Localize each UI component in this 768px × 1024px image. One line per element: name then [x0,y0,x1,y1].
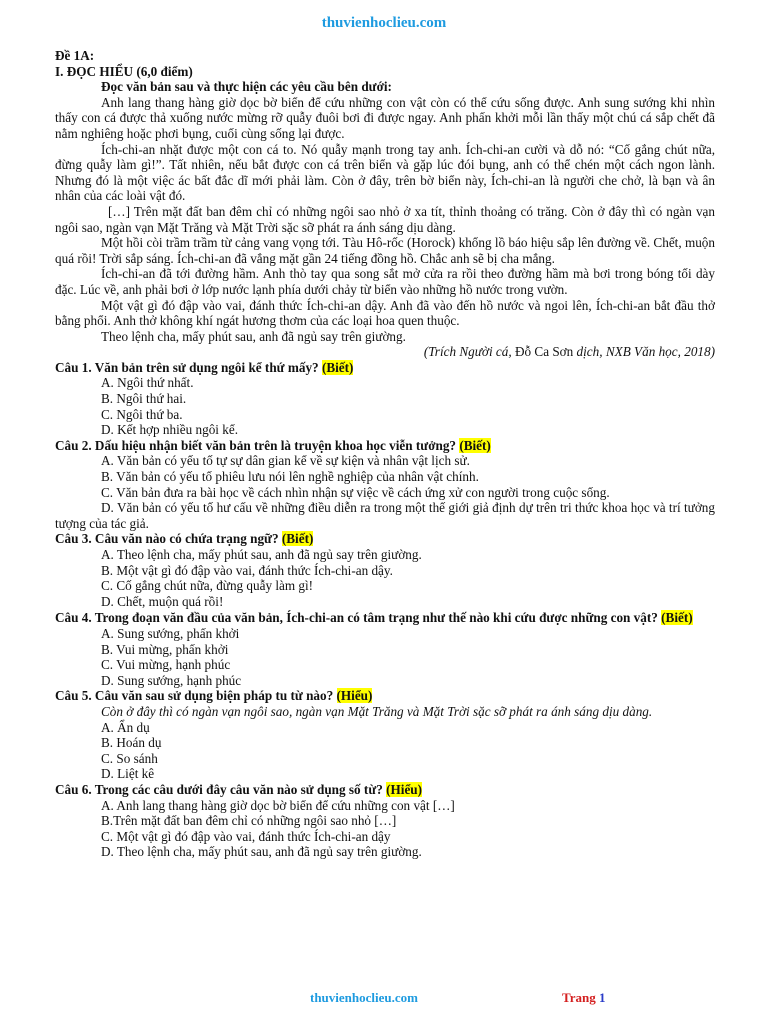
level-badge: (Hiểu) [386,781,423,797]
level-badge: (Biết) [459,437,491,453]
passage-paragraph: Theo lệnh cha, mấy phút sau, anh đã ngủ say trên giường. [101,328,406,344]
answer-option[interactable]: C. Ngôi thứ ba. [101,406,183,422]
footer-site: thuvienhoclieu.com [310,990,418,1005]
answer-option[interactable]: C. Văn bản đưa ra bài học về cách nhìn nhận sự việc về cách ứng xử con người trong cuộc sống. [101,484,610,500]
passage-paragraph: Một hồi còi trầm trầm từ cảng vang vọng tới. Tàu Hô-rốc (Horock) khổng lồ báo hiệu sắp lên đường về. Chết, muộn quá rồi! Trời sắp sáng. Ích-chi-an đã vắng mặt gần 24 tiếng đồng hồ. Chắc anh sẽ bị cha mắng. [55,235,715,266]
instruction: Đọc văn bản sau và thực hiện các yêu cầu bên dưới: [101,79,392,95]
question-6: Câu 6. Trong các câu dưới đây câu văn nào sử dụng số từ? (Hiểu) [55,781,423,797]
level-badge: (Biết) [321,359,354,375]
answer-option[interactable]: B. Hoán dụ [101,735,162,751]
passage-paragraph: Anh lang thang hàng giờ dọc bờ biển để cứu những con vật còn có thể cứu sống được. Anh sung sướng khi nhìn thấy con cá được thả xuống nước mừng rỡ quẫy đuôi bơi đi được ngay. Anh phấn khởi mỗi lần thấy một chú cá sắp chết đã nằm nghiêng hoặc phơi bụng, cuối cùng sống lại được. [55,94,715,141]
answer-option[interactable]: A. Ngôi thứ nhất. [101,375,194,391]
section-title: I. ĐỌC HIỂU (6,0 điểm) [55,63,193,79]
answer-option[interactable]: A. Anh lang thang hàng giờ dọc bờ biển để cứu những con vật […] [101,797,455,813]
site-header: thuvienhoclieu.com [321,15,447,31]
answer-option[interactable]: B. Ngôi thứ hai. [101,391,187,407]
question-1: Câu 1. Văn bản trên sử dụng ngôi kể thứ mấy? (Biết) [55,359,354,375]
document-body [55,48,715,860]
question-quote: Còn ở đây thì có ngàn vạn ngôi sao, ngàn vạn Mặt Trăng và Mặt Trời sặc sỡ phát ra ánh sáng dịu dàng. [101,703,653,719]
page-number: Trang 1 [562,990,606,1005]
answer-option[interactable]: B.Trên mặt đất ban đêm chỉ có những ngôi sao nhỏ […] [101,813,397,829]
answer-option[interactable]: D. Liệt kê [101,766,155,782]
answer-option[interactable]: B. Văn bản có yếu tố phiêu lưu nói lên nghề nghiệp của nhân vật chính. [101,469,479,485]
answer-option[interactable]: D. Văn bản có yếu tố hư cấu về những điều diễn ra trong một thế giới giả định dự trên tri thức khoa học và trí tưởng tượng của tác giả. [55,500,715,531]
answer-option[interactable]: C. Một vật gì đó đập vào vai, đánh thức Ích-chi-an dậy [101,828,391,844]
question-3: Câu 3. Câu văn nào có chứa trạng ngữ? (Biết) [55,531,314,547]
answer-option[interactable]: C. Vui mừng, hạnh phúc [101,657,231,673]
answer-option[interactable]: D. Chết, muộn quá rồi! [101,593,224,609]
answer-option[interactable]: D. Sung sướng, hạnh phúc [101,672,242,688]
passage-paragraph: […] Trên mặt đất ban đêm chỉ có những ngôi sao nhỏ ở xa tít, thỉnh thoảng có trăng. Còn ở đây thì có ngàn vạn ngôi sao, ngàn vạn Mặt Trăng và Mặt Trời sặc sỡ phát ra ánh sáng dịu dàng. [55,203,715,235]
exam-code: Đề 1A: [55,48,95,63]
answer-option[interactable]: A. Theo lệnh cha, mấy phút sau, anh đã ngủ say trên giường. [101,547,422,562]
passage-paragraph: Ích-chi-an đã tới đường hầm. Anh thò tay qua song sắt mở cửa ra rồi theo đường hầm mà bơi trong bóng tối dày đặc. Lúc về, anh phải bơi ở lớp nước lạnh phía dưới chảy từ biển vào những hồ nước trong vườn. [55,266,715,297]
answer-option[interactable]: D. Kết hợp nhiều ngôi kể. [101,422,238,438]
level-badge: (Biết) [661,610,693,626]
answer-option[interactable]: B. Một vật gì đó đập vào vai, đánh thức Ích-chi-an dậy. [101,562,393,578]
passage-paragraph: Ích-chi-an nhặt được một con cá to. Nó quẫy mạnh trong tay anh. Ích-chi-an cười và dỗ nó: “Cố gắng chút nữa, đừng quẫy làm gì!”. Tất nhiên, nếu bắt được con cá trên biển và gặp lúc đói bụng, anh có thể chén một cách ngon lành. Nhưng đó là một việc ác bất đắc dĩ mới phải làm. Còn ở đây, trên bờ biển này, Ích-chi-an là người che chở, là bạn và ân nhân của các loài vật đó. [55,141,715,204]
question-5: Câu 5. Câu văn sau sử dụng biện pháp tu từ nào? (Hiểu) [55,688,373,704]
question-2: Câu 2. Dấu hiệu nhận biết văn bản trên là truyện khoa học viễn tưởng? (Biết) [55,437,491,453]
answer-option[interactable]: C. So sánh [101,750,158,766]
level-badge: (Hiểu) [336,688,373,704]
citation: (Trích Người cá, Đỗ Ca Sơn dịch, NXB Văn học, 2018) [423,344,715,360]
level-badge: (Biết) [281,531,314,547]
answer-option[interactable]: C. Cố gắng chút nữa, đừng quẫy làm gì! [101,578,314,594]
answer-option[interactable]: A. Ẩn dụ [101,719,150,735]
answer-option[interactable]: A. Sung sướng, phấn khởi [101,625,240,641]
answer-option[interactable]: A. Văn bản có yếu tố tự sự dân gian kể về sự kiện và nhân vật lịch sử. [101,453,470,469]
passage-paragraph: Một vật gì đó đập vào vai, đánh thức Ích-chi-an dậy. Anh đã vào đến hồ nước và ngoi lên, Ích-chi-an bắt đầu thở bằng phổi. Anh thở không khí ngát hương thơm của các loại hoa quen thuộc. [55,297,715,329]
answer-option[interactable]: B. Vui mừng, phấn khởi [101,641,229,657]
answer-option[interactable]: D. Theo lệnh cha, mấy phút sau, anh đã ngủ say trên giường. [101,844,422,860]
question-4: Câu 4. Trong đoạn văn đầu của văn bản, Ích-chi-an có tâm trạng như thế nào khi cứu được những con vật? (Biết) [55,610,693,626]
